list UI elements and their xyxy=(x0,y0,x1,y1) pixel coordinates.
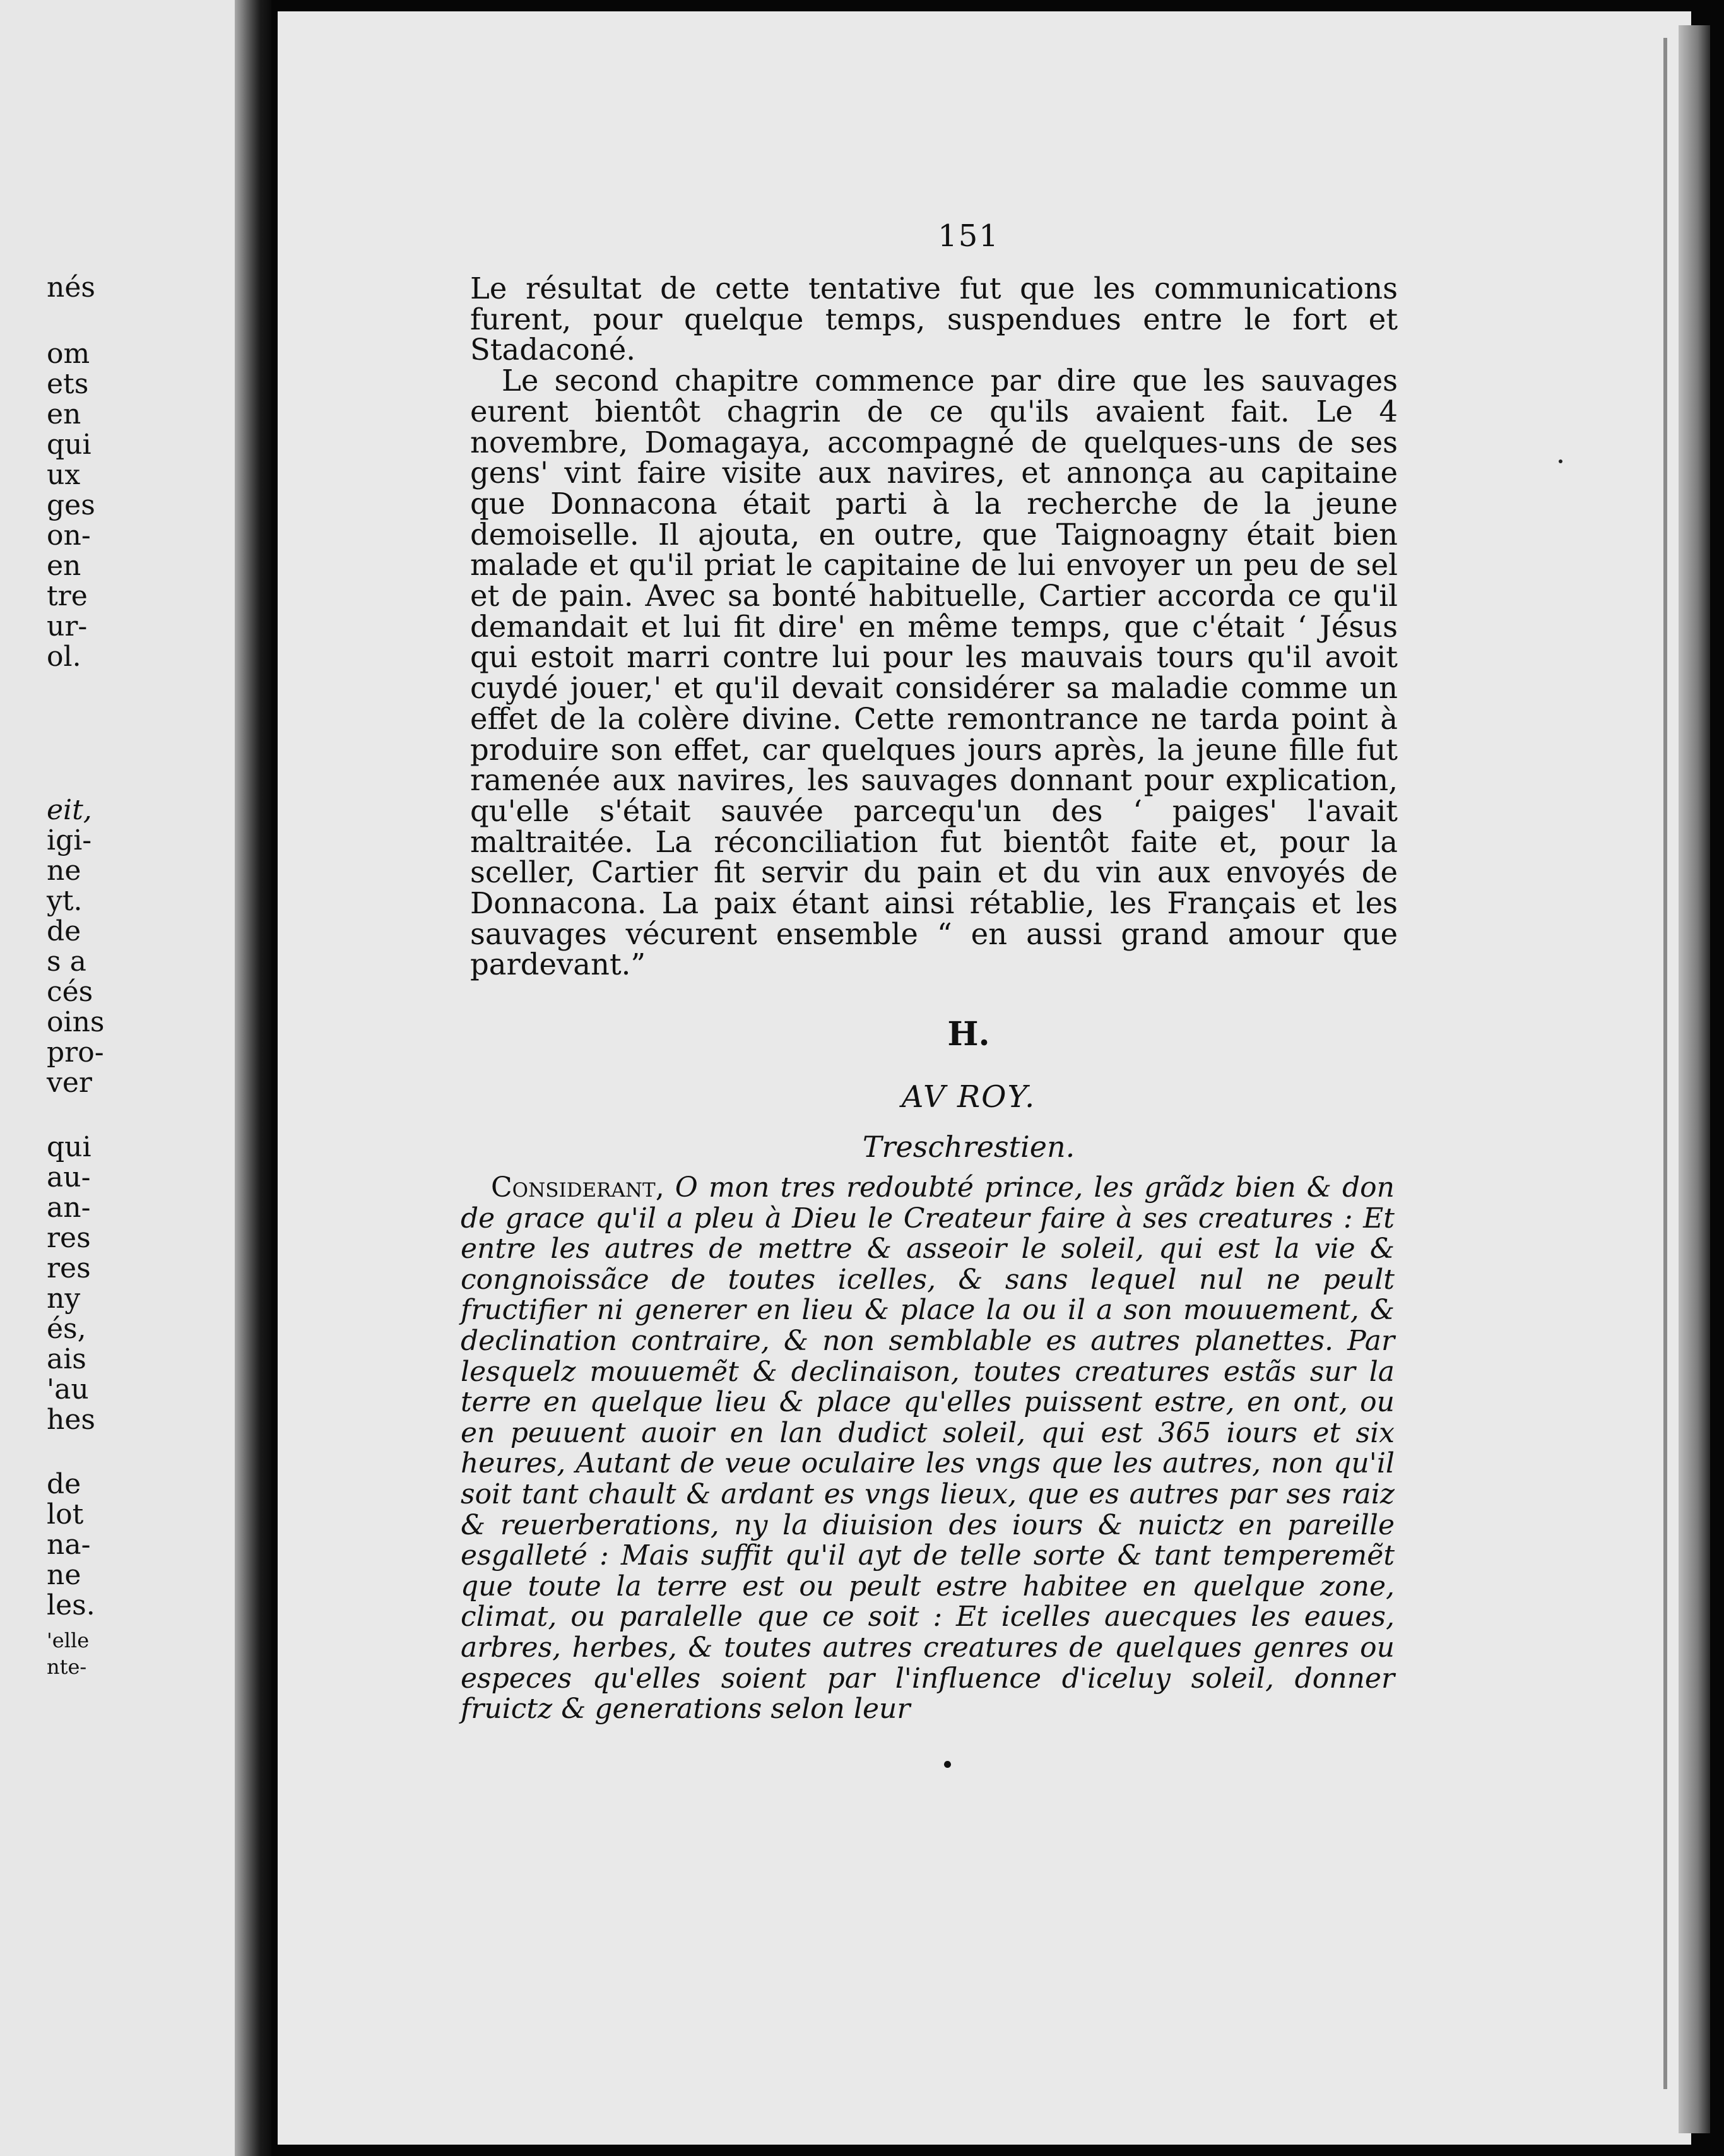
page-edge-line xyxy=(1663,38,1667,2089)
left-page-fragment: ne xyxy=(47,855,81,887)
letter-salutation: Treschrestien. xyxy=(862,1130,1075,1164)
page-edge-shadow xyxy=(1679,25,1710,2133)
left-page-fragment: cés xyxy=(47,976,93,1008)
left-page-fragment: ne xyxy=(47,1559,81,1591)
book-gutter xyxy=(235,0,271,2156)
left-page-fragment: hes xyxy=(47,1404,95,1436)
left-page-fragment: en xyxy=(47,550,81,582)
left-page-fragment: ny xyxy=(47,1282,81,1315)
left-page-fragment: om xyxy=(47,338,90,370)
body-text xyxy=(470,273,1398,980)
left-page-fragment: en xyxy=(47,398,81,430)
letter-paragraph xyxy=(461,1173,1395,1725)
left-page-fragment: és, xyxy=(47,1313,86,1345)
paper-speck xyxy=(1559,459,1562,463)
left-page-fragment: oins xyxy=(47,1006,105,1038)
paragraph-2: Le second chapitre commence par dire que les sauvages eurent bientôt chagrin de ce qu'ils avaient fait. Le 4 novembre, Domagaya, accompagné de quelques-uns de ses gens' vint faire visite aux navires, et annonça au capitaine que Donnacona était parti à la recherche de la jeune demoiselle. Il ajouta, en outre, que Taignoagny était bien malade et qu'il priat le capitaine de lui envoyer un peu de sel et de pain. Avec sa bonté habituelle, Cartier accorda ce qu'il demandait et lui fit dire' en même temps, que c'était ‘ Jésus qui estoit marri contre lui pour les mauvais tours qu'il avoit cuydé jouer,' et qu'il devait considérer sa maladie comme un effet de la colère divine. Cette remontrance ne tarda point à produire son effet, car quelques jours après, la jeune fille fut ramenée aux navires, les sauvages donnant pour explication, qu'elle s'était sauvée parcequ'un des ‘ paiges' l'avait maltraitée. La réconciliation fut bientôt faite et, pour la sceller, Cartier fit servir du pain et du vin aux envoyés de Donnacona. La paix étant ainsi rétablie, les Français et les sauvages vécurent ensemble “ en aussi grand amour que pardevant.” xyxy=(470,364,1398,982)
left-page-fragment: au- xyxy=(47,1161,91,1194)
left-page-fragment: eit, xyxy=(47,794,92,826)
left-page-fragment: qui xyxy=(47,429,92,461)
left-page-fragment: de xyxy=(47,915,81,947)
left-page-fragment: nte- xyxy=(47,1655,87,1679)
page-number: 151 xyxy=(938,218,1000,254)
left-page-fragment: ur- xyxy=(47,610,88,643)
left-page-fragment: qui xyxy=(47,1131,92,1163)
left-page-fragment: ais xyxy=(47,1343,86,1375)
left-page-fragment: res xyxy=(47,1252,91,1284)
page-151 xyxy=(278,11,1691,2145)
left-page-fragment: tre xyxy=(47,580,88,612)
left-page-fragment: ver xyxy=(47,1067,92,1099)
left-page-text-fragments xyxy=(0,0,240,2156)
ink-speck xyxy=(944,1761,951,1768)
left-page-fragment: nés xyxy=(47,271,95,304)
left-facing-page xyxy=(0,0,240,2156)
left-page-fragment: de xyxy=(47,1468,81,1500)
left-page-fragment: ux xyxy=(47,459,81,491)
paragraph-1: Le résultat de cette tentative fut que les communications furent, pour quelque temps, suspendues entre le fort et Stadaconé. xyxy=(470,271,1398,367)
left-page-fragment: ol. xyxy=(47,641,81,673)
left-page-fragment: on- xyxy=(47,519,91,552)
left-page-fragment: pro- xyxy=(47,1036,104,1069)
left-page-fragment: ges xyxy=(47,489,95,521)
left-page-fragment: na- xyxy=(47,1529,91,1561)
left-page-fragment: ets xyxy=(47,368,89,400)
letter-text xyxy=(461,1173,1395,1725)
left-page-fragment: igi- xyxy=(47,824,92,856)
left-page-fragment: 'elle xyxy=(47,1628,90,1652)
letter-lead-word: Considerant, xyxy=(491,1171,664,1204)
left-page-fragment: s a xyxy=(47,945,86,978)
left-page-fragment: les. xyxy=(47,1589,95,1621)
left-page-fragment: lot xyxy=(47,1498,84,1531)
letter-body: O mon tres redoubté prince, les grãdz bien & don de grace qu'il a pleu à Dieu le Createur faire à ses creatures : Et entre les autres de mettre & asseoir le soleil, qui est la vie & congnoissãce de toutes icelles, & sans lequel nul ne peult fructifier ni generer en lieu & place la ou il a son mouuement, & declination contraire, & non semblable es autres planettes. Par lesquelz mouuemẽt & declinaison, toutes creatures estãs sur la terre en quelque lieu & place qu'elles puissent estre, en ont, ou en peuuent auoir en lan dudict soleil, qui est 365 iours et six heures, Autant de veue oculaire les vngs que les autres, non qu'il soit tant chault & ardant es vngs lieux, que es autres par ses raiz & reuerberations, ny la diuision des iours & nuictz en pareille esgalleté : Mais suffit qu'il ayt de telle sorte & tant temperemẽt que toute la terre est ou peult estre habitee en quelque zone, climat, ou paralelle que ce soit : Et icelles auecques les eaues, arbres, herbes, & toutes autres creatures de quelques genres ou especes qu'elles soient par l'influence d'iceluy soleil, donner fruictz & generations selon leur xyxy=(461,1171,1395,1726)
left-page-fragment: 'au xyxy=(47,1373,89,1406)
left-page-fragment: an- xyxy=(47,1192,91,1224)
left-page-fragment: res xyxy=(47,1222,91,1254)
letter-address: AV ROY. xyxy=(901,1079,1036,1115)
section-heading: H. xyxy=(947,1015,990,1053)
left-page-fragment: yt. xyxy=(47,885,83,917)
